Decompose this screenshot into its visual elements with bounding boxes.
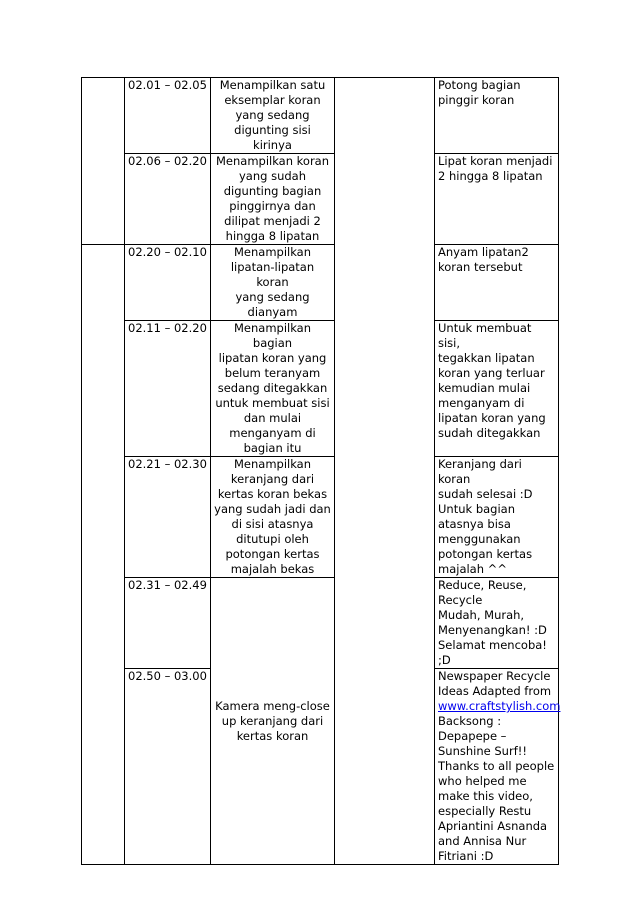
time-cell: 02.11 – 02.20 [125,321,211,457]
audio-cell: Potong bagian pinggir koran [435,78,559,154]
audio-cell: Newspaper Recycle Ideas Adapted from www.craftstylish.com Backsong : Depapepe – Sunshine Surf!! Thanks to all people who helped me make this video, especially Restu Apriantini Asnanda and Annisa Nur Fitriani :D [435,669,559,865]
time-cell: 02.01 – 02.05 [125,78,211,154]
table-row [82,154,559,245]
visual-cell: Menampilkan satu eksemplar koran yang sedang digunting sisi kirinya [211,78,335,154]
scene-cell [82,78,125,245]
time-cell: 02.50 – 03.00 [125,669,211,865]
scene-cell [82,245,125,865]
audio-cell: Reduce, Reuse, Recycle Mudah, Murah, Menyenangkan! :D Selamat mencoba! ;D [435,578,559,669]
source-link[interactable]: www.craftstylish.com [438,699,561,713]
audio-cell: Keranjang dari koran sudah selesai :D Untuk bagian atasnya bisa menggunakan potongan kertas majalah ^^ [435,457,559,578]
table-row [82,321,559,457]
visual-cell: Menampilkan keranjang dari kertas koran bekas yang sudah jadi dan di sisi atasnya ditutupi oleh potongan kertas majalah bekas [211,457,335,578]
shot-cell [335,78,435,865]
audio-cell: Lipat koran menjadi 2 hingga 8 lipatan [435,154,559,245]
visual-cell: Menampilkan koran yang sudah digunting bagian pinggirnya dan dilipat menjadi 2 hingga 8 lipatan [211,154,335,245]
time-cell: 02.31 – 02.49 [125,578,211,669]
table-row [82,457,559,578]
time-cell: 02.20 – 02.10 [125,245,211,321]
storyboard-table [81,77,559,865]
table-row [82,78,559,154]
table-row [82,578,559,669]
visual-cell: Menampilkan lipatan-lipatan koran yang sedang dianyam [211,245,335,321]
audio-cell: Untuk membuat sisi, tegakkan lipatan koran yang terluar kemudian mulai menganyam di lipatan koran yang sudah ditegakkan [435,321,559,457]
visual-cell: Menampilkan bagian lipatan koran yang belum teranyam sedang ditegakkan untuk membuat sisi dan mulai menganyam di bagian itu [211,321,335,457]
visual-cell-merged: Kamera meng-close up keranjang dari kertas koran [211,578,335,865]
audio-cell: Anyam lipatan2 koran tersebut [435,245,559,321]
table-row [82,245,559,321]
time-cell: 02.21 – 02.30 [125,457,211,578]
time-cell: 02.06 – 02.20 [125,154,211,245]
